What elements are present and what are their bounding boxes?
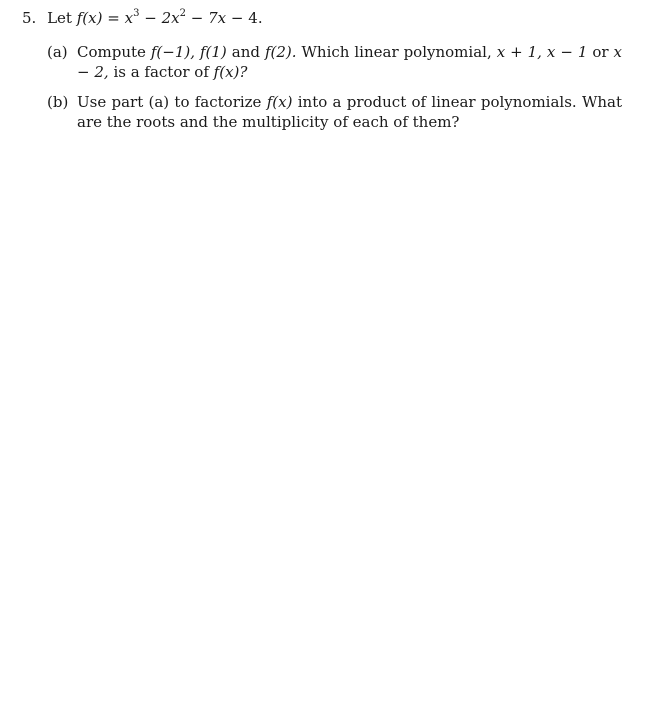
- function-name: f(x): [76, 9, 103, 27]
- term-7x: 7x: [208, 9, 227, 27]
- problem-number: 5.: [22, 9, 37, 27]
- part-label: (b): [47, 93, 69, 111]
- part-b: [47, 92, 622, 132]
- equals-sign: =: [107, 9, 120, 27]
- part-text: Use part (a) to factorize f(x) into a product of linear polynomials. What are the roots and the multiplicity of each of them?: [77, 93, 622, 131]
- minus-sign: −: [230, 9, 244, 27]
- term-x-cubed: $x^3$: [124, 8, 140, 27]
- minus-sign: −: [190, 9, 204, 27]
- minus-sign: −: [144, 9, 157, 27]
- problem-5: [22, 8, 622, 142]
- term-2x-squared: $2x^2$: [161, 8, 186, 27]
- part-a: [47, 42, 622, 82]
- part-label: (a): [47, 43, 68, 61]
- problem-parts: [22, 42, 622, 132]
- part-text: Compute f(−1), f(1) and f(2). Which linear polynomial, x + 1, x − 1 or x − 2, is a factor of f(x)?: [77, 43, 622, 81]
- intro-text: Let: [47, 9, 72, 27]
- term-constant: 4.: [248, 9, 263, 27]
- problem-statement: [22, 8, 622, 28]
